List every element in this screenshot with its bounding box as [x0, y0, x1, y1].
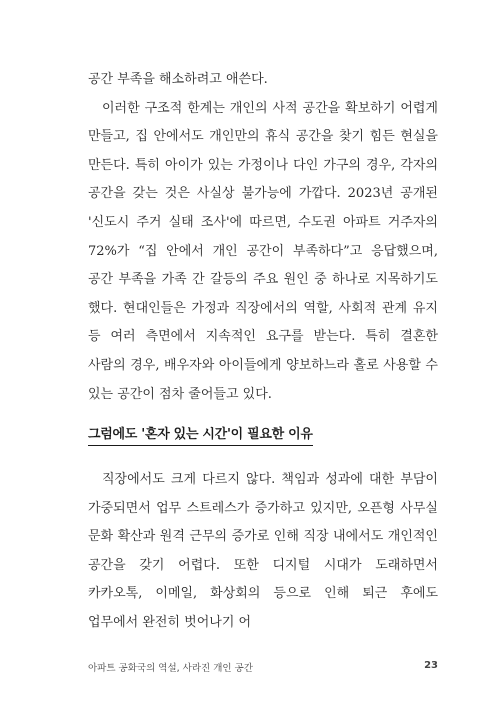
- paragraph: 이러한 구조적 한계는 개인의 사적 공간을 확보하기 어렵게 만들고, 집 안에서도 개인만의 휴식 공간을 찾기 힘든 현실을 만든다. 특히 아이가 있는 가정이나 다인 가구의 경우, 각자의 공간을 갖는 것은 사실상 불가능에 가깝다. 2023년 공개된 '신도시 주거 실태 조사'에 따르면, 수도권 아파트 거주자의 72%가 “집 안에서 개인 공간이 부족하다”고 응답했으며, 공간 부족을 가족 간 갈등의 주요 원인 중 하나로 지목하기도 했다. 현대인들은 가정과 직장에서의 역할, 사회적 관계 유지 등 여러 측면에서 지속적인 요구를 받는다. 특히 결혼한 사람의 경우, 배우자와 아이들에게 양보하느라 홀로 사용할 수 있는 공간이 점차 줄어들고 있다.: [88, 100, 438, 402]
- body-text-top: [88, 66, 438, 409]
- paragraph: 직장에서도 크게 다르지 않다. 책임과 성과에 대한 부담이 가중되면서 업무 스트레스가 증가하고 있지만, 오픈형 사무실 문화 확산과 원격 근무의 증가로 인해 직장 내에서도 개인적인 공간을 갖기 어렵다. 또한 디지털 시대가 도래하면서 카카오톡, 이메일, 화상회의 등으로 인해 퇴근 후에도 업무에서 완전히 벗어나기 어: [88, 472, 438, 630]
- body-text-bottom: [88, 466, 438, 638]
- running-title: 아파트 공화국의 역설, 사라진 개인 공간: [88, 663, 253, 674]
- section-heading: 그럼에도 '혼자 있는 시간'이 필요한 이유: [88, 423, 313, 446]
- page-number: 23: [424, 660, 438, 671]
- paragraph: 공간 부족을 해소하려고 애쓴다.: [88, 72, 268, 87]
